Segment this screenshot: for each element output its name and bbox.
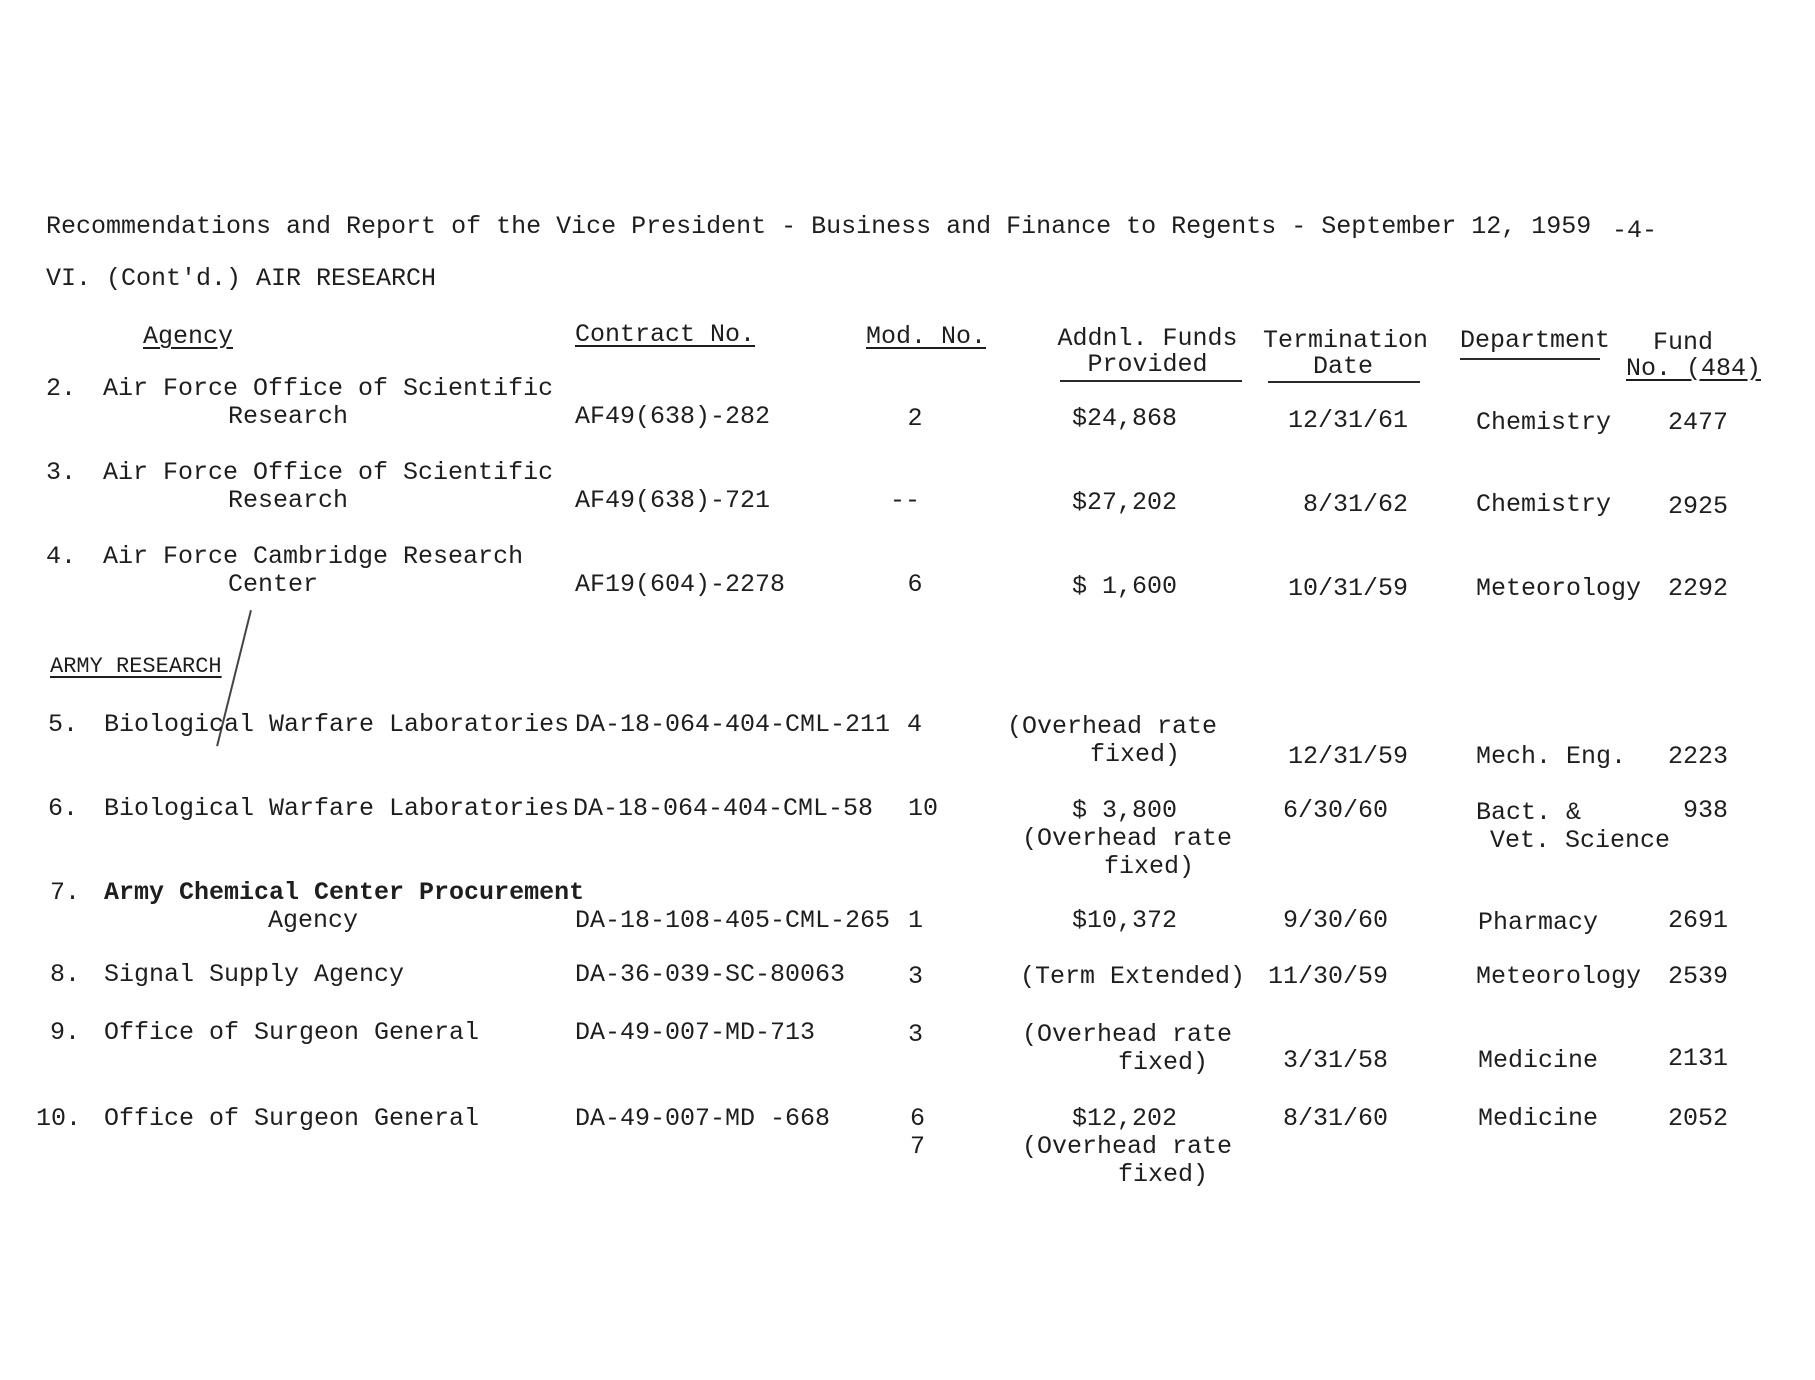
agency-line1: Biological Warfare Laboratories bbox=[104, 710, 570, 739]
mod-number: -- bbox=[889, 486, 920, 515]
agency-line1: Air Force Cambridge Research bbox=[103, 542, 524, 571]
department: Meteorology bbox=[1476, 962, 1642, 991]
termination-date: 3/31/58 bbox=[1282, 1046, 1388, 1075]
agency-line1: Office of Surgeon General bbox=[104, 1018, 480, 1047]
contract-number: DA-18-064-404-CML-58 bbox=[573, 794, 874, 823]
agency-line2: Research bbox=[228, 486, 349, 515]
agency-line1: Biological Warfare Laboratories bbox=[104, 794, 570, 823]
contract-number: DA-49-007-MD-713 bbox=[575, 1018, 816, 1047]
additional-funds: (Term Extended) bbox=[1020, 962, 1246, 991]
mod-number: 2 bbox=[907, 404, 923, 433]
mod-number: 3 bbox=[908, 962, 924, 991]
department: Medicine bbox=[1478, 1104, 1599, 1133]
mod-number-line2: 7 bbox=[910, 1132, 926, 1161]
additional-funds: $12,202 bbox=[1072, 1104, 1178, 1133]
additional-funds: $10,372 bbox=[1072, 906, 1178, 935]
department: Chemistry bbox=[1476, 408, 1612, 437]
row-number: 10. bbox=[36, 1104, 82, 1133]
fund-number: 2477 bbox=[1667, 408, 1728, 437]
agency-line1: Signal Supply Agency bbox=[104, 960, 405, 989]
department: Chemistry bbox=[1476, 490, 1612, 519]
fund-number: 2052 bbox=[1667, 1104, 1728, 1133]
column-header-funds-rule bbox=[1060, 380, 1242, 382]
column-header-funds-line1: Addnl. Funds bbox=[1057, 324, 1238, 353]
fund-number: 2691 bbox=[1667, 906, 1728, 935]
additional-funds-line2: fixed) bbox=[1104, 852, 1195, 881]
department-line1: Bact. & bbox=[1476, 798, 1582, 827]
contract-number: DA-36-039-SC-80063 bbox=[575, 960, 846, 989]
additional-funds: $27,202 bbox=[1072, 488, 1178, 517]
contract-number: DA-18-108-405-CML-265 bbox=[575, 906, 891, 935]
row-number: 5. bbox=[48, 710, 79, 739]
row-number: 6. bbox=[48, 794, 79, 823]
contract-number: AF49(638)-282 bbox=[575, 402, 771, 431]
contract-number: DA-18-064-404-CML-211 bbox=[575, 710, 891, 739]
fund-number: 2925 bbox=[1667, 492, 1728, 521]
column-header-department: Department bbox=[1460, 326, 1611, 355]
additional-funds-line2: fixed) bbox=[1090, 740, 1181, 769]
row-number: 3. bbox=[46, 458, 77, 487]
column-header-termination-line1: Termination bbox=[1263, 326, 1429, 355]
mod-number: 3 bbox=[908, 1020, 924, 1049]
agency-line1: Office of Surgeon General bbox=[104, 1104, 480, 1133]
row-number: 2. bbox=[46, 374, 77, 403]
contract-number: DA-49-007-MD -668 bbox=[575, 1104, 831, 1133]
agency-line1: Air Force Office of Scientific bbox=[103, 458, 554, 487]
fund-number: 2292 bbox=[1667, 574, 1728, 603]
mod-number: 4 bbox=[907, 710, 923, 739]
additional-funds-line1: (Overhead rate bbox=[1022, 1132, 1233, 1161]
mod-number-line1: 6 bbox=[910, 1104, 926, 1133]
column-header-contract: Contract No. bbox=[575, 320, 756, 349]
contract-number: AF49(638)-721 bbox=[575, 486, 771, 515]
fund-number: 2131 bbox=[1667, 1044, 1728, 1073]
column-header-department-rule bbox=[1460, 358, 1600, 360]
row-number: 9. bbox=[50, 1018, 81, 1047]
fund-number: 2539 bbox=[1667, 962, 1728, 991]
additional-funds-line1: (Overhead rate bbox=[1022, 1020, 1233, 1049]
additional-funds: $24,868 bbox=[1072, 404, 1178, 433]
termination-date: 9/30/60 bbox=[1282, 906, 1388, 935]
additional-funds: $ 1,600 bbox=[1072, 572, 1178, 601]
additional-funds-line2: fixed) bbox=[1118, 1048, 1209, 1077]
termination-date: 12/31/59 bbox=[1287, 742, 1408, 771]
department: Medicine bbox=[1478, 1046, 1599, 1075]
agency-line2: Research bbox=[228, 402, 349, 431]
agency-line2: Center bbox=[228, 570, 319, 599]
section-heading-army-research: ARMY RESEARCH bbox=[50, 654, 222, 679]
column-header-termination-line2: Date bbox=[1312, 352, 1373, 381]
column-header-fund-line1: Fund bbox=[1653, 328, 1714, 357]
column-header-agency: Agency bbox=[143, 322, 234, 351]
mod-number: 1 bbox=[908, 906, 924, 935]
termination-date: 6/30/60 bbox=[1282, 796, 1388, 825]
additional-funds-line1: (Overhead rate bbox=[1007, 712, 1218, 741]
row-number: 7. bbox=[50, 878, 81, 907]
agency-line1: Air Force Office of Scientific bbox=[103, 374, 554, 403]
row-number: 4. bbox=[46, 542, 77, 571]
column-header-funds-line2: Provided bbox=[1087, 350, 1208, 379]
department: Meteorology bbox=[1476, 574, 1642, 603]
additional-funds-line2: fixed) bbox=[1118, 1160, 1209, 1189]
column-header-fund-line2: No. (484) bbox=[1626, 354, 1762, 383]
agency-line2: Agency bbox=[268, 906, 359, 935]
column-header-mod: Mod. No. bbox=[866, 322, 987, 351]
department: Pharmacy bbox=[1478, 908, 1599, 937]
termination-date: 10/31/59 bbox=[1287, 574, 1408, 603]
mod-number: 6 bbox=[907, 570, 923, 599]
department-line2: Vet. Science bbox=[1490, 826, 1671, 855]
fund-number: 2223 bbox=[1667, 742, 1728, 771]
termination-date: 12/31/61 bbox=[1287, 406, 1408, 435]
agency-line1: Army Chemical Center Procurement bbox=[104, 878, 585, 907]
section-heading-air-research: VI. (Cont'd.) AIR RESEARCH bbox=[46, 264, 437, 293]
department: Mech. Eng. bbox=[1476, 742, 1627, 771]
column-header-termination-rule bbox=[1268, 381, 1420, 383]
page-title: Recommendations and Report of the Vice President - Business and Finance to Regents - September 12, 1959 bbox=[46, 212, 1592, 241]
page-number: -4- bbox=[1612, 216, 1658, 245]
termination-date: 11/30/59 bbox=[1267, 962, 1388, 991]
termination-date: 8/31/62 bbox=[1302, 490, 1408, 519]
mod-number: 10 bbox=[908, 794, 939, 823]
additional-funds-line1: (Overhead rate bbox=[1022, 824, 1233, 853]
additional-funds: $ 3,800 bbox=[1072, 796, 1178, 825]
fund-number: 938 bbox=[1682, 796, 1728, 825]
termination-date: 8/31/60 bbox=[1282, 1104, 1388, 1133]
row-number: 8. bbox=[50, 960, 81, 989]
contract-number: AF19(604)-2278 bbox=[575, 570, 786, 599]
